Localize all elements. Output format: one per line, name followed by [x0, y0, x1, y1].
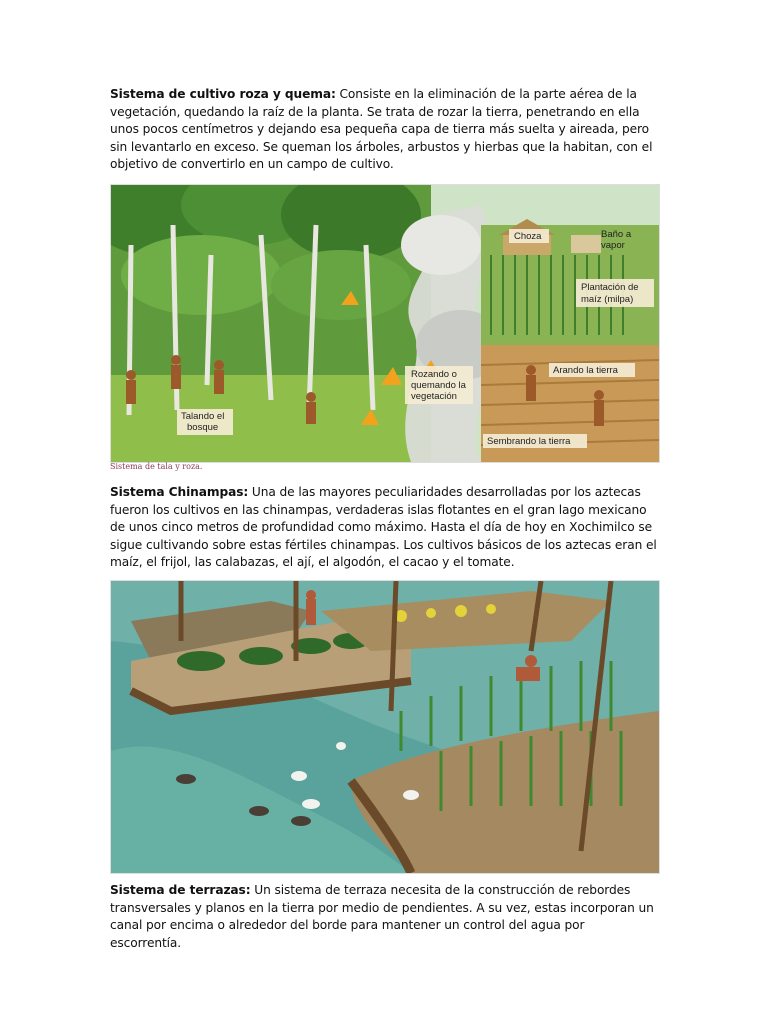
paragraph-heading: Sistema Chinampas:: [110, 485, 249, 499]
label-choza: [509, 229, 549, 243]
paragraph-roza-quema: [110, 86, 658, 174]
svg-text:Baño a: Baño a: [601, 229, 632, 240]
label-sembrando: [483, 434, 587, 448]
paragraph-chinampas: [110, 484, 658, 572]
label-rozando: [405, 366, 473, 404]
paragraph-body: Un sistema de terraza necesita de la construcción de rebordes transversales y planos en la tierra por medio de pendientes. A su vez, estas incorporan un canal por encima o alrededor del borde para mantener un control del agua por escorrentía.: [110, 883, 654, 950]
svg-text:Talando el: Talando el: [181, 411, 225, 422]
label-plantacion-maiz: [576, 279, 654, 307]
label-talando: [177, 409, 233, 435]
paragraph-heading: Sistema de cultivo roza y quema:: [110, 87, 336, 101]
svg-text:Sembrando la tierra: Sembrando la tierra: [487, 436, 571, 447]
paragraph-heading: Sistema de terrazas:: [110, 883, 251, 897]
svg-text:quemando la: quemando la: [411, 380, 466, 391]
slash-and-burn-illustration: [110, 184, 660, 463]
paragraph-terrazas: [110, 882, 658, 952]
svg-text:vegetación: vegetación: [411, 391, 457, 402]
svg-text:maíz (milpa): maíz (milpa): [581, 294, 634, 305]
svg-text:Plantación de: Plantación de: [581, 282, 639, 293]
label-arando: [549, 363, 635, 377]
svg-text:Choza: Choza: [514, 231, 542, 242]
svg-text:Rozando o: Rozando o: [411, 369, 457, 380]
svg-text:Arando la tierra: Arando la tierra: [553, 365, 618, 376]
svg-text:bosque: bosque: [187, 422, 219, 433]
paragraph-body: Consiste en la eliminación de la parte aérea de la vegetación, quedando la raíz de la planta. Se trata de rozar la tierra, penetrando en ella unos pocos centímetros y dejando esa pequeña capa de tierra más suelta y aireada, pero sin levantarlo en exceso. Se queman los árboles, arbustos y hierbas que la habitan, con el objetivo de convertirlo en un campo de cultivo.: [110, 87, 653, 172]
chinampas-photo: [110, 580, 660, 874]
svg-text:vapor: vapor: [601, 240, 625, 251]
figure-caption: Sistema de tala y roza.: [110, 462, 203, 471]
paragraph-body: Una de las mayores peculiaridades desarrolladas por los aztecas fueron los cultivos en las chinampas, verdaderas islas flotantes en el gran lago mexicano de unos cinco metros de profundidad como máximo. Hasta el día de hoy en Xochimilco se sigue cultivando sobre estas fértiles chinampas. Los cultivos básicos de los aztecas eran el maíz, el frijol, las calabazas, el ají, el algodón, el cacao y el tomate.: [110, 485, 657, 570]
